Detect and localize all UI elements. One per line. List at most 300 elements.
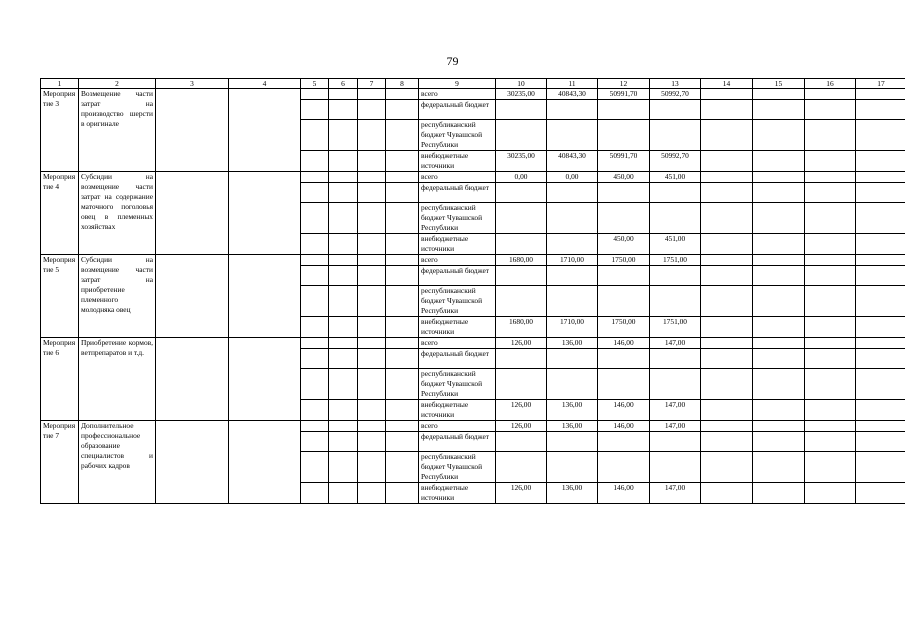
event-code: Мероприятие 7 — [41, 421, 79, 504]
empty-cell — [805, 203, 856, 234]
funding-source: внебюджетные источники — [419, 234, 496, 255]
amount-cell — [598, 183, 650, 203]
amount-cell — [547, 369, 598, 400]
column-header: 16 — [805, 79, 856, 89]
empty-cell — [856, 338, 905, 349]
amount-cell: 136,00 — [547, 338, 598, 349]
column-header: 7 — [358, 79, 386, 89]
amount-cell: 1710,00 — [547, 317, 598, 338]
empty-cell — [753, 286, 805, 317]
empty-cell — [329, 100, 358, 120]
funding-source: всего — [419, 338, 496, 349]
empty-cell — [386, 369, 419, 400]
empty-cell — [301, 172, 329, 183]
empty-cell — [753, 317, 805, 338]
empty-cell — [753, 151, 805, 172]
empty-cell — [805, 349, 856, 369]
funding-source: республиканский бюджет Чувашской Республики — [419, 452, 496, 483]
empty-cell — [386, 400, 419, 421]
empty-cell — [805, 183, 856, 203]
empty-cell — [856, 317, 905, 338]
empty-cell — [329, 349, 358, 369]
empty-cell — [301, 266, 329, 286]
empty-cell — [701, 421, 753, 432]
empty-cell — [329, 89, 358, 100]
empty-cell — [358, 100, 386, 120]
empty-cell — [301, 369, 329, 400]
empty-cell — [386, 317, 419, 338]
empty-cell — [229, 255, 301, 338]
empty-cell — [301, 120, 329, 151]
empty-cell — [753, 183, 805, 203]
amount-cell — [598, 120, 650, 151]
column-header: 9 — [419, 79, 496, 89]
amount-cell: 50992,70 — [650, 151, 701, 172]
funding-source: республиканский бюджет Чувашской Республики — [419, 120, 496, 151]
empty-cell — [386, 120, 419, 151]
empty-cell — [386, 483, 419, 504]
amount-cell: 1751,00 — [650, 317, 701, 338]
funding-source: всего — [419, 172, 496, 183]
event-code: Мероприятие 3 — [41, 89, 79, 172]
amount-cell: 1750,00 — [598, 317, 650, 338]
empty-cell — [156, 172, 229, 255]
amount-cell — [650, 349, 701, 369]
empty-cell — [753, 452, 805, 483]
empty-cell — [856, 100, 905, 120]
empty-cell — [386, 349, 419, 369]
empty-cell — [753, 338, 805, 349]
empty-cell — [701, 483, 753, 504]
amount-cell: 50991,70 — [598, 89, 650, 100]
column-header: 15 — [753, 79, 805, 89]
empty-cell — [805, 338, 856, 349]
event-code: Мероприятие 6 — [41, 338, 79, 421]
empty-cell — [358, 89, 386, 100]
empty-cell — [386, 266, 419, 286]
empty-cell — [753, 234, 805, 255]
empty-cell — [701, 89, 753, 100]
empty-cell — [386, 172, 419, 183]
empty-cell — [386, 203, 419, 234]
funding-source: всего — [419, 89, 496, 100]
empty-cell — [358, 286, 386, 317]
amount-cell — [496, 100, 547, 120]
empty-cell — [701, 234, 753, 255]
amount-cell: 451,00 — [650, 172, 701, 183]
amount-cell — [547, 183, 598, 203]
empty-cell — [329, 234, 358, 255]
empty-cell — [805, 286, 856, 317]
empty-cell — [701, 400, 753, 421]
empty-cell — [701, 286, 753, 317]
column-header: 10 — [496, 79, 547, 89]
empty-cell — [386, 255, 419, 266]
empty-cell — [329, 151, 358, 172]
amount-cell: 147,00 — [650, 483, 701, 504]
amount-cell: 450,00 — [598, 234, 650, 255]
amount-cell — [598, 369, 650, 400]
empty-cell — [301, 452, 329, 483]
empty-cell — [358, 400, 386, 421]
empty-cell — [856, 183, 905, 203]
empty-cell — [156, 255, 229, 338]
empty-cell — [329, 266, 358, 286]
empty-cell — [156, 338, 229, 421]
amount-cell — [496, 183, 547, 203]
empty-cell — [301, 183, 329, 203]
empty-cell — [386, 100, 419, 120]
amount-cell — [496, 234, 547, 255]
empty-cell — [753, 203, 805, 234]
table-row — [41, 255, 905, 266]
amount-cell — [547, 349, 598, 369]
funding-source: федеральный бюджет — [419, 349, 496, 369]
empty-cell — [301, 100, 329, 120]
empty-cell — [229, 421, 301, 504]
event-name: Дополнительное профессиональное образование специалистов и рабочих кадров — [79, 421, 156, 504]
empty-cell — [329, 183, 358, 203]
amount-cell — [547, 452, 598, 483]
empty-cell — [701, 452, 753, 483]
empty-cell — [301, 400, 329, 421]
event-name: Приобретение кормов, ветпрепаратов и т.д. — [79, 338, 156, 421]
empty-cell — [329, 203, 358, 234]
empty-cell — [301, 151, 329, 172]
empty-cell — [805, 266, 856, 286]
empty-cell — [301, 349, 329, 369]
amount-cell: 1710,00 — [547, 255, 598, 266]
empty-cell — [701, 266, 753, 286]
empty-cell — [805, 151, 856, 172]
amount-cell: 0,00 — [547, 172, 598, 183]
empty-cell — [386, 452, 419, 483]
empty-cell — [753, 421, 805, 432]
empty-cell — [301, 203, 329, 234]
empty-cell — [358, 421, 386, 432]
empty-cell — [856, 203, 905, 234]
column-header: 2 — [79, 79, 156, 89]
empty-cell — [329, 338, 358, 349]
funding-source: федеральный бюджет — [419, 100, 496, 120]
funding-source: внебюджетные источники — [419, 317, 496, 338]
funding-source: всего — [419, 255, 496, 266]
empty-cell — [856, 286, 905, 317]
amount-cell — [650, 120, 701, 151]
amount-cell: 50992,70 — [650, 89, 701, 100]
amount-cell — [547, 432, 598, 452]
amount-cell — [650, 183, 701, 203]
empty-cell — [805, 421, 856, 432]
amount-cell — [547, 203, 598, 234]
amount-cell: 147,00 — [650, 421, 701, 432]
empty-cell — [753, 400, 805, 421]
empty-cell — [329, 317, 358, 338]
funding-source: республиканский бюджет Чувашской Республики — [419, 369, 496, 400]
funding-source: всего — [419, 421, 496, 432]
empty-cell — [856, 432, 905, 452]
amount-cell — [650, 452, 701, 483]
empty-cell — [329, 452, 358, 483]
empty-cell — [805, 120, 856, 151]
empty-cell — [701, 317, 753, 338]
funding-source: республиканский бюджет Чувашской Республики — [419, 203, 496, 234]
empty-cell — [301, 286, 329, 317]
empty-cell — [358, 369, 386, 400]
empty-cell — [329, 483, 358, 504]
amount-cell — [650, 286, 701, 317]
empty-cell — [386, 234, 419, 255]
amount-cell: 50991,70 — [598, 151, 650, 172]
empty-cell — [301, 89, 329, 100]
empty-cell — [701, 100, 753, 120]
empty-cell — [805, 432, 856, 452]
empty-cell — [301, 317, 329, 338]
empty-cell — [329, 255, 358, 266]
amount-cell — [547, 286, 598, 317]
empty-cell — [753, 100, 805, 120]
empty-cell — [229, 89, 301, 172]
empty-cell — [358, 203, 386, 234]
amount-cell: 146,00 — [598, 338, 650, 349]
empty-cell — [358, 183, 386, 203]
empty-cell — [856, 151, 905, 172]
empty-cell — [856, 400, 905, 421]
empty-cell — [753, 255, 805, 266]
amount-cell — [547, 100, 598, 120]
empty-cell — [805, 100, 856, 120]
column-header: 17 — [856, 79, 905, 89]
funding-source: внебюджетные источники — [419, 483, 496, 504]
column-header: 11 — [547, 79, 598, 89]
amount-cell: 30235,00 — [496, 89, 547, 100]
funding-source: внебюджетные источники — [419, 151, 496, 172]
event-name: Субсидии на возмещение части затрат на приобретение племенного молодняка овец — [79, 255, 156, 338]
column-header: 5 — [301, 79, 329, 89]
empty-cell — [856, 369, 905, 400]
empty-cell — [805, 255, 856, 266]
amount-cell — [496, 120, 547, 151]
empty-cell — [805, 483, 856, 504]
empty-cell — [701, 338, 753, 349]
amount-cell — [598, 286, 650, 317]
empty-cell — [856, 452, 905, 483]
amount-cell: 1751,00 — [650, 255, 701, 266]
page-number: 79 — [446, 54, 459, 68]
amount-cell — [650, 100, 701, 120]
table-row — [41, 421, 905, 432]
empty-cell — [301, 421, 329, 432]
funding-source: федеральный бюджет — [419, 183, 496, 203]
empty-cell — [358, 349, 386, 369]
empty-cell — [856, 234, 905, 255]
amount-cell — [496, 266, 547, 286]
empty-cell — [156, 421, 229, 504]
empty-cell — [805, 234, 856, 255]
empty-cell — [358, 483, 386, 504]
event-name: Субсидии на возмещение части затрат на содержание маточного поголовья овец в племенных хозяйствах — [79, 172, 156, 255]
amount-cell — [650, 203, 701, 234]
empty-cell — [856, 172, 905, 183]
empty-cell — [229, 338, 301, 421]
column-header: 14 — [701, 79, 753, 89]
empty-cell — [701, 151, 753, 172]
table-row — [41, 172, 905, 183]
empty-cell — [329, 172, 358, 183]
empty-cell — [856, 255, 905, 266]
empty-cell — [358, 172, 386, 183]
amount-cell — [598, 266, 650, 286]
empty-cell — [856, 483, 905, 504]
empty-cell — [229, 172, 301, 255]
column-header: 13 — [650, 79, 701, 89]
amount-cell — [598, 100, 650, 120]
amount-cell: 136,00 — [547, 421, 598, 432]
empty-cell — [358, 317, 386, 338]
amount-cell: 136,00 — [547, 483, 598, 504]
amount-cell — [496, 432, 547, 452]
amount-cell: 450,00 — [598, 172, 650, 183]
empty-cell — [358, 255, 386, 266]
empty-cell — [156, 89, 229, 172]
empty-cell — [701, 432, 753, 452]
empty-cell — [329, 432, 358, 452]
table-row — [41, 338, 905, 349]
funding-source: внебюджетные источники — [419, 400, 496, 421]
empty-cell — [805, 317, 856, 338]
empty-cell — [358, 452, 386, 483]
funding-source: федеральный бюджет — [419, 266, 496, 286]
empty-cell — [386, 183, 419, 203]
empty-cell — [329, 286, 358, 317]
amount-cell — [650, 432, 701, 452]
empty-cell — [805, 369, 856, 400]
table-row — [41, 89, 905, 100]
empty-cell — [856, 89, 905, 100]
empty-cell — [701, 172, 753, 183]
empty-cell — [753, 266, 805, 286]
empty-cell — [701, 369, 753, 400]
amount-cell: 126,00 — [496, 421, 547, 432]
empty-cell — [301, 255, 329, 266]
amount-cell — [496, 369, 547, 400]
empty-cell — [753, 349, 805, 369]
event-code: Мероприятие 4 — [41, 172, 79, 255]
empty-cell — [805, 89, 856, 100]
amount-cell: 1750,00 — [598, 255, 650, 266]
empty-cell — [386, 89, 419, 100]
event-code: Мероприятие 5 — [41, 255, 79, 338]
empty-cell — [805, 452, 856, 483]
empty-cell — [753, 369, 805, 400]
empty-cell — [753, 172, 805, 183]
empty-cell — [329, 369, 358, 400]
column-header: 6 — [329, 79, 358, 89]
empty-cell — [386, 421, 419, 432]
column-header: 8 — [386, 79, 419, 89]
empty-cell — [805, 400, 856, 421]
amount-cell: 146,00 — [598, 421, 650, 432]
empty-cell — [301, 234, 329, 255]
empty-cell — [386, 151, 419, 172]
event-name: Возмещение части затрат на производство шерсти в оригинале — [79, 89, 156, 172]
column-header: 12 — [598, 79, 650, 89]
amount-cell — [650, 266, 701, 286]
amount-cell: 147,00 — [650, 338, 701, 349]
amount-cell: 146,00 — [598, 400, 650, 421]
empty-cell — [856, 421, 905, 432]
empty-cell — [753, 89, 805, 100]
empty-cell — [805, 172, 856, 183]
empty-cell — [856, 266, 905, 286]
empty-cell — [386, 338, 419, 349]
amount-cell — [496, 349, 547, 369]
amount-cell: 126,00 — [496, 338, 547, 349]
amount-cell — [547, 120, 598, 151]
empty-cell — [329, 400, 358, 421]
amount-cell — [650, 369, 701, 400]
funding-source: республиканский бюджет Чувашской Республики — [419, 286, 496, 317]
empty-cell — [753, 483, 805, 504]
empty-cell — [358, 234, 386, 255]
empty-cell — [856, 120, 905, 151]
amount-cell: 146,00 — [598, 483, 650, 504]
empty-cell — [358, 151, 386, 172]
amount-cell — [496, 452, 547, 483]
empty-cell — [301, 432, 329, 452]
header-row — [41, 79, 905, 89]
amount-cell — [598, 349, 650, 369]
empty-cell — [386, 432, 419, 452]
table-body — [41, 79, 905, 504]
amount-cell: 0,00 — [496, 172, 547, 183]
amount-cell — [496, 286, 547, 317]
empty-cell — [301, 483, 329, 504]
empty-cell — [701, 183, 753, 203]
amount-cell: 30235,00 — [496, 151, 547, 172]
empty-cell — [753, 120, 805, 151]
column-header: 1 — [41, 79, 79, 89]
amount-cell: 136,00 — [547, 400, 598, 421]
amount-cell: 1680,00 — [496, 317, 547, 338]
amount-cell: 147,00 — [650, 400, 701, 421]
empty-cell — [386, 286, 419, 317]
empty-cell — [329, 120, 358, 151]
empty-cell — [358, 120, 386, 151]
empty-cell — [358, 266, 386, 286]
amount-cell: 1680,00 — [496, 255, 547, 266]
amount-cell — [598, 452, 650, 483]
amount-cell: 126,00 — [496, 400, 547, 421]
amount-cell — [496, 203, 547, 234]
funding-table — [40, 78, 905, 504]
empty-cell — [358, 432, 386, 452]
amount-cell: 126,00 — [496, 483, 547, 504]
amount-cell: 451,00 — [650, 234, 701, 255]
empty-cell — [701, 255, 753, 266]
empty-cell — [753, 432, 805, 452]
column-header: 3 — [156, 79, 229, 89]
empty-cell — [329, 421, 358, 432]
amount-cell — [598, 432, 650, 452]
column-header: 4 — [229, 79, 301, 89]
empty-cell — [701, 203, 753, 234]
amount-cell: 40843,30 — [547, 89, 598, 100]
empty-cell — [358, 338, 386, 349]
empty-cell — [701, 120, 753, 151]
empty-cell — [301, 338, 329, 349]
amount-cell — [598, 203, 650, 234]
